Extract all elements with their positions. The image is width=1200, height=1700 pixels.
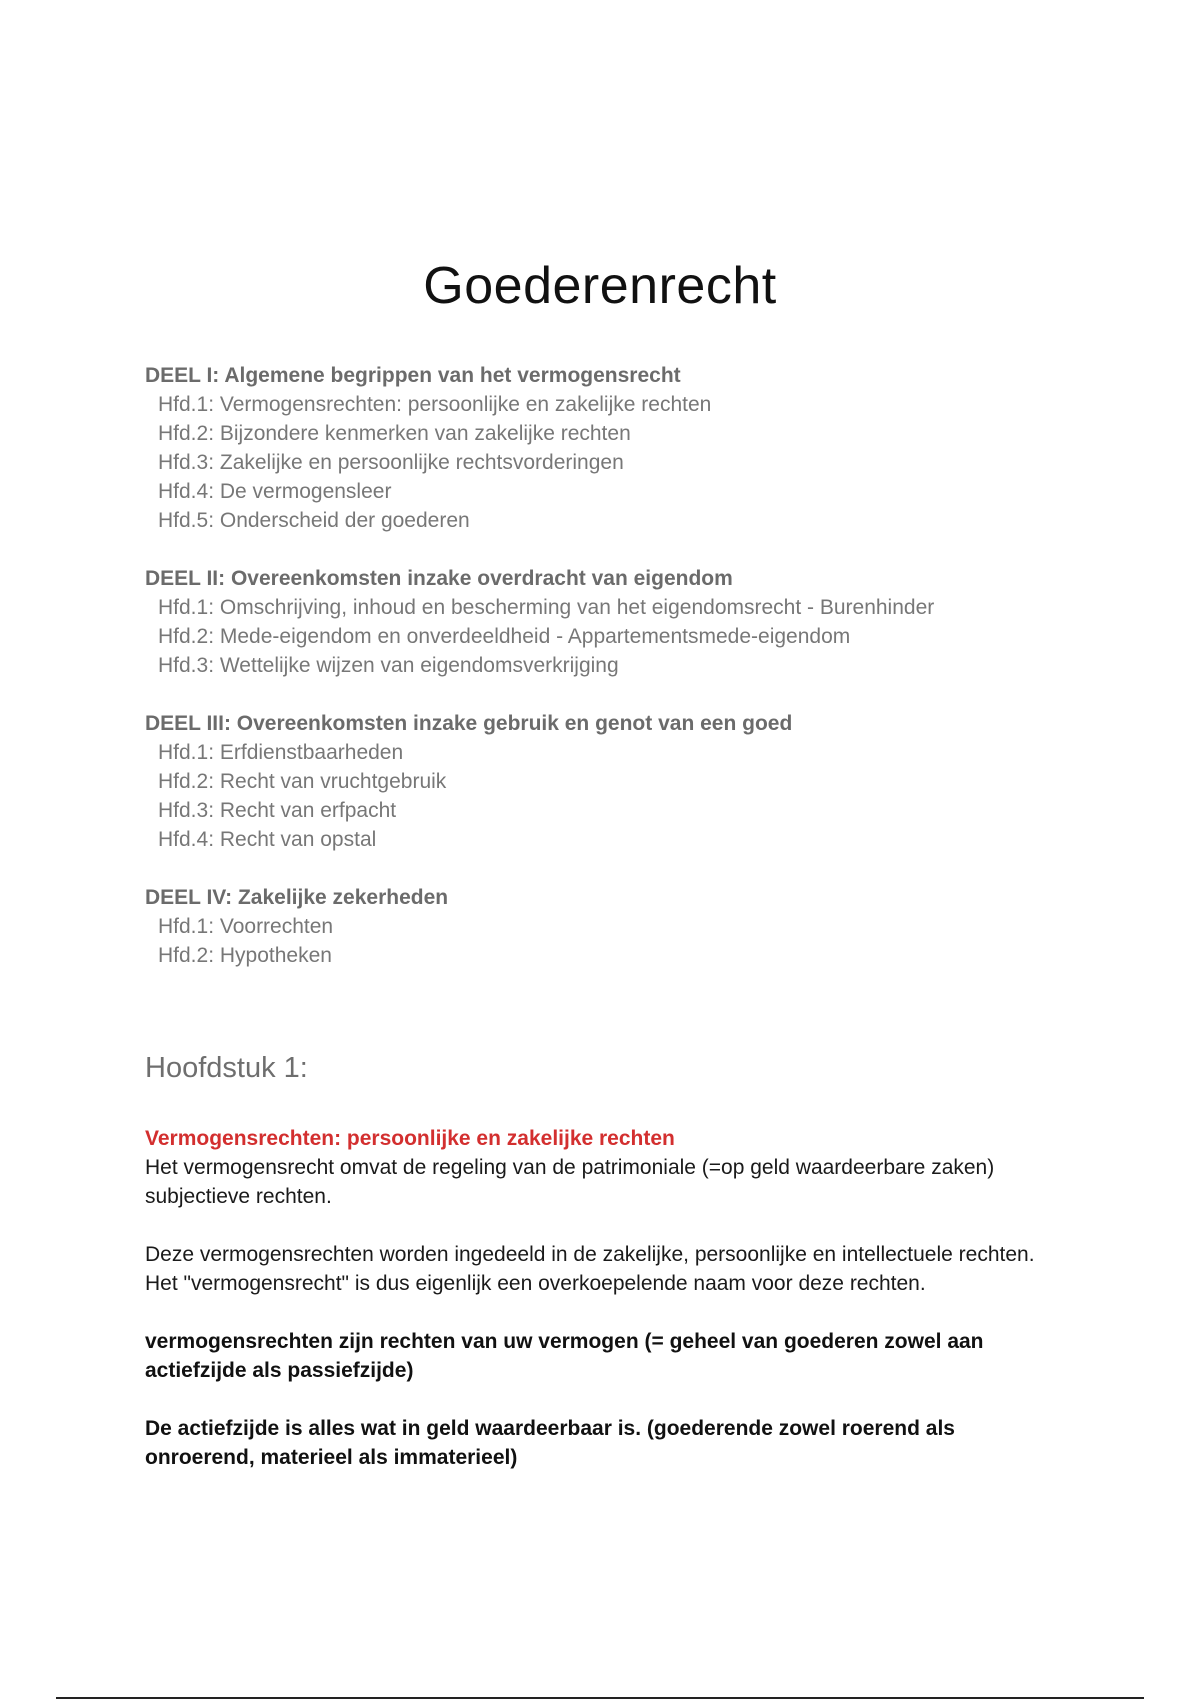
chapter-item: Hfd.5: Onderscheid der goederen	[158, 509, 470, 532]
chapter-item: Hfd.1: Vermogensrechten: persoonlijke en zakelijke rechten	[158, 393, 712, 416]
chapter-item: Hfd.1: Erfdienstbaarheden	[158, 741, 404, 764]
chapter-item: Hfd.2: Hypotheken	[158, 944, 332, 967]
chapter-item: Hfd.2: Mede-eigendom en onverdeeldheid - Appartementsmede-eigendom	[158, 625, 851, 648]
body-paragraph: Het vermogensrecht omvat de regeling van de patrimoniale (=op geld waardeerbare zaken) subjectieve rechten.	[145, 1156, 995, 1208]
chapter-item: Hfd.3: Recht van erfpacht	[158, 799, 397, 822]
part-heading: DEEL II: Overeenkomsten inzake overdracht van eigendom	[145, 567, 733, 590]
body-paragraph-bold: De actiefzijde is alles wat in geld waardeerbaar is. (goederende zowel roerend als onroerend, materieel als immaterieel)	[145, 1417, 955, 1469]
toc-part-4	[145, 884, 1105, 970]
chapter-item: Hfd.3: Wettelijke wijzen van eigendomsverkrijging	[158, 654, 619, 677]
chapter-subheading: Vermogensrechten: persoonlijke en zakelijke rechten	[145, 1127, 675, 1150]
chapter-item: Hfd.2: Bijzondere kenmerken van zakelijke rechten	[158, 422, 631, 445]
part-heading: DEEL III: Overeenkomsten inzake gebruik en genot van een goed	[145, 712, 793, 735]
toc-part-2	[145, 565, 1105, 680]
body-paragraph: Deze vermogensrechten worden ingedeeld in de zakelijke, persoonlijke en intellectuele rechten. Het "vermogensrecht" is dus eigenlijk een overkoepelende naam voor deze rechten.	[145, 1243, 1035, 1295]
document-title: Goederenrecht	[423, 257, 777, 315]
toc-part-3	[145, 710, 1105, 854]
chapter-item: Hfd.1: Voorrechten	[158, 915, 334, 938]
chapter-item: Hfd.4: Recht van opstal	[158, 828, 377, 851]
page-bottom-rule	[56, 1697, 1144, 1699]
chapter-body	[145, 1125, 1065, 1501]
table-of-contents	[145, 362, 1105, 1000]
chapter-item: Hfd.2: Recht van vruchtgebruik	[158, 770, 447, 793]
body-paragraph-bold: vermogensrechten zijn rechten van uw vermogen (= geheel van goederen zowel aan actiefzijde als passiefzijde)	[145, 1330, 984, 1382]
part-heading: DEEL I: Algemene begrippen van het vermogensrecht	[145, 364, 681, 387]
chapter-item: Hfd.3: Zakelijke en persoonlijke rechtsvorderingen	[158, 451, 624, 474]
part-heading: DEEL IV: Zakelijke zekerheden	[145, 886, 449, 909]
toc-part-1	[145, 362, 1105, 535]
chapter-heading: Hoofdstuk 1:	[145, 1052, 308, 1084]
chapter-item: Hfd.4: De vermogensleer	[158, 480, 392, 503]
chapter-item: Hfd.1: Omschrijving, inhoud en bescherming van het eigendomsrecht - Burenhinder	[158, 596, 935, 619]
